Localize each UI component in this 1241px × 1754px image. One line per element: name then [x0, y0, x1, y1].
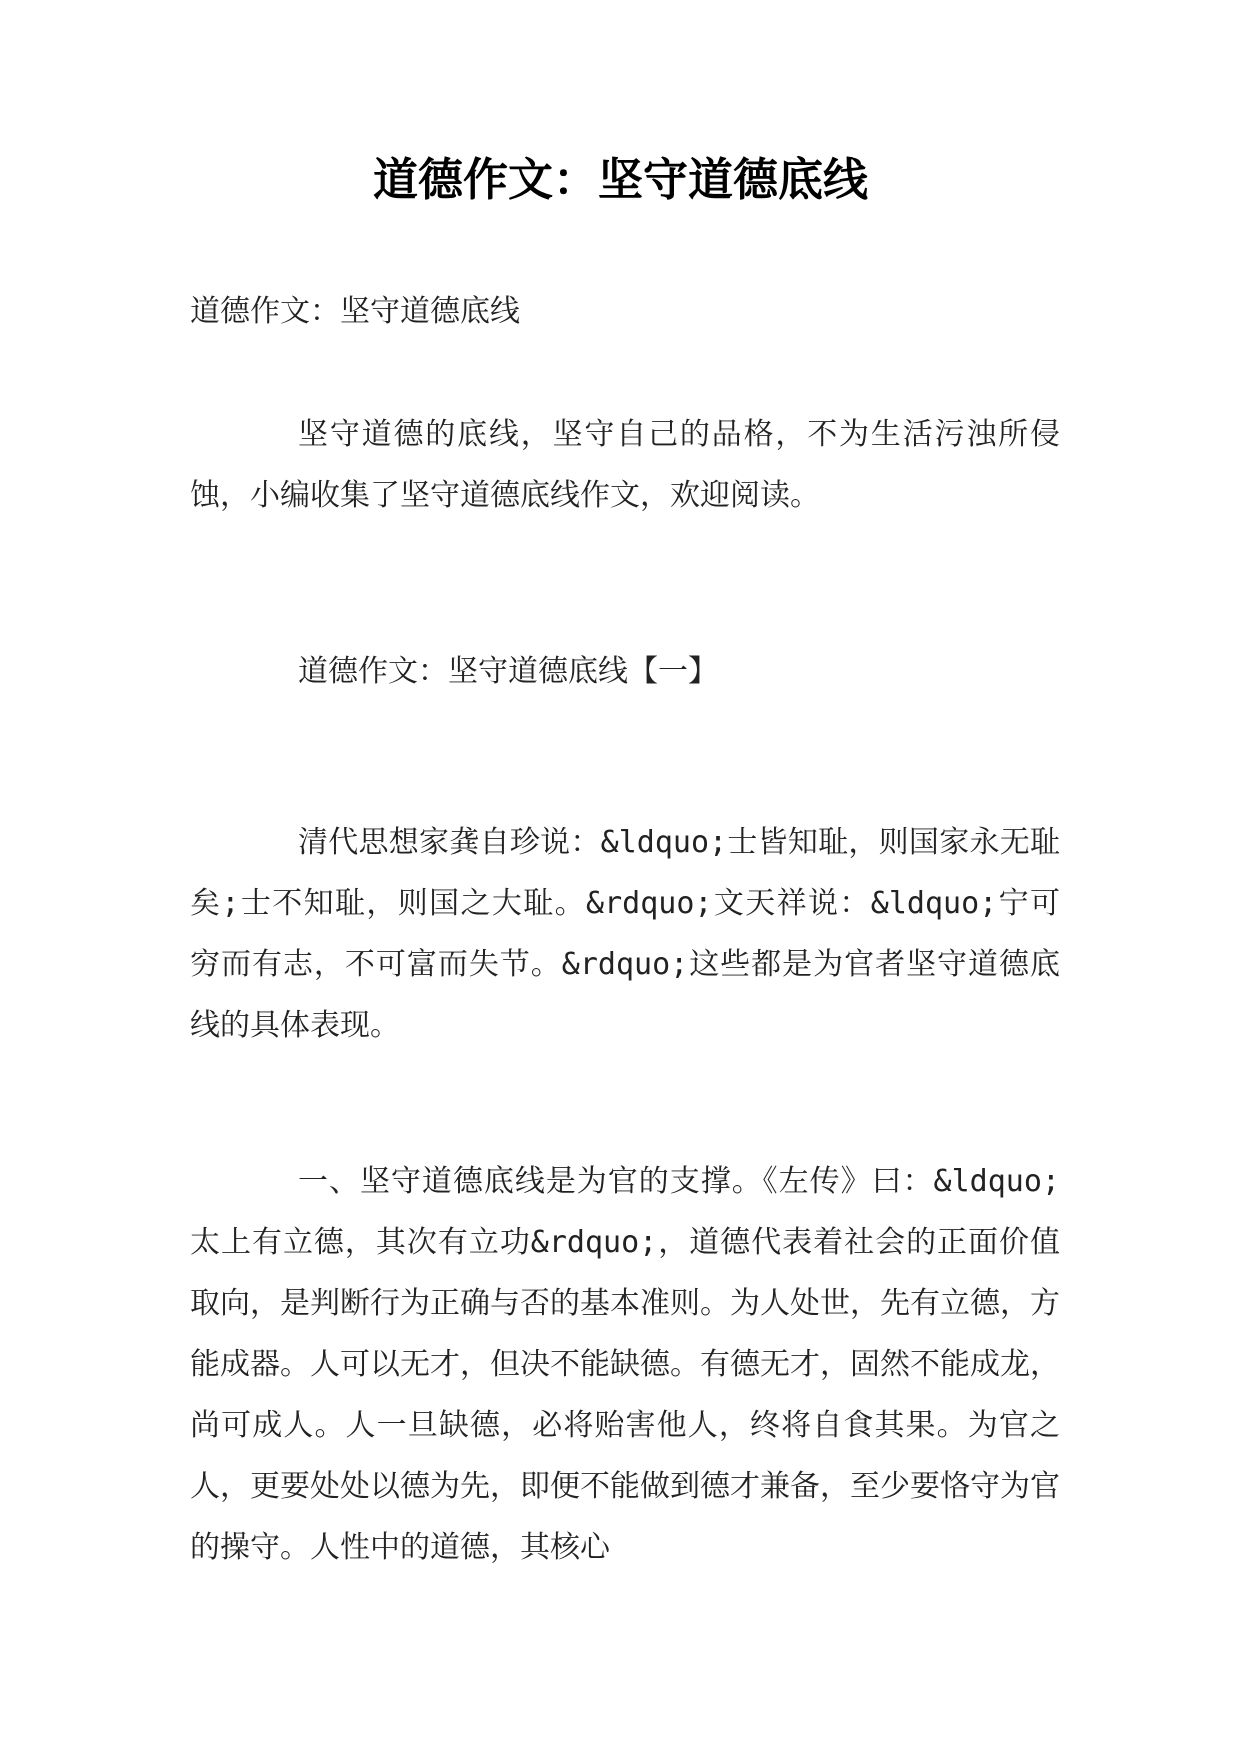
intro-paragraph: 坚守道德的底线，坚守自己的品格，不为生活污浊所侵蚀，小编收集了坚守道德底线作文，欢迎阅读。	[190, 417, 1060, 513]
point-one-paragraph: 一、坚守道德底线是为官的支撑。《左传》曰：&ldquo;太上有立德，其次有立功&rdquo;，道德代表着社会的正面价值取向，是判断行为正确与否的基本准则。为人处世，先有立德，方能成器。人可以无才，但决不能缺德。有德无才，固然不能成龙，尚可成人。人一旦缺德，必将贻害他人，终将自食其果。为官之人，更要处处以德为先，即便不能做到德才兼备，至少要恪守为官的操守。人性中的道德，其核心	[190, 1164, 1060, 1565]
document-title: 道德作文：坚守道德底线	[372, 153, 868, 206]
document-subtitle: 道德作文：坚守道德底线	[190, 294, 520, 329]
section-heading: 道德作文：坚守道德底线【一】	[298, 654, 718, 689]
quote-paragraph: 清代思想家龚自珍说：&ldquo;士皆知耻，则国家永无耻矣;士不知耻，则国之大耻。&rdquo;文天祥说：&ldquo;宁可穷而有志，不可富而失节。&rdquo;这些都是为官者坚守道德底线的具体表现。	[190, 825, 1060, 1043]
